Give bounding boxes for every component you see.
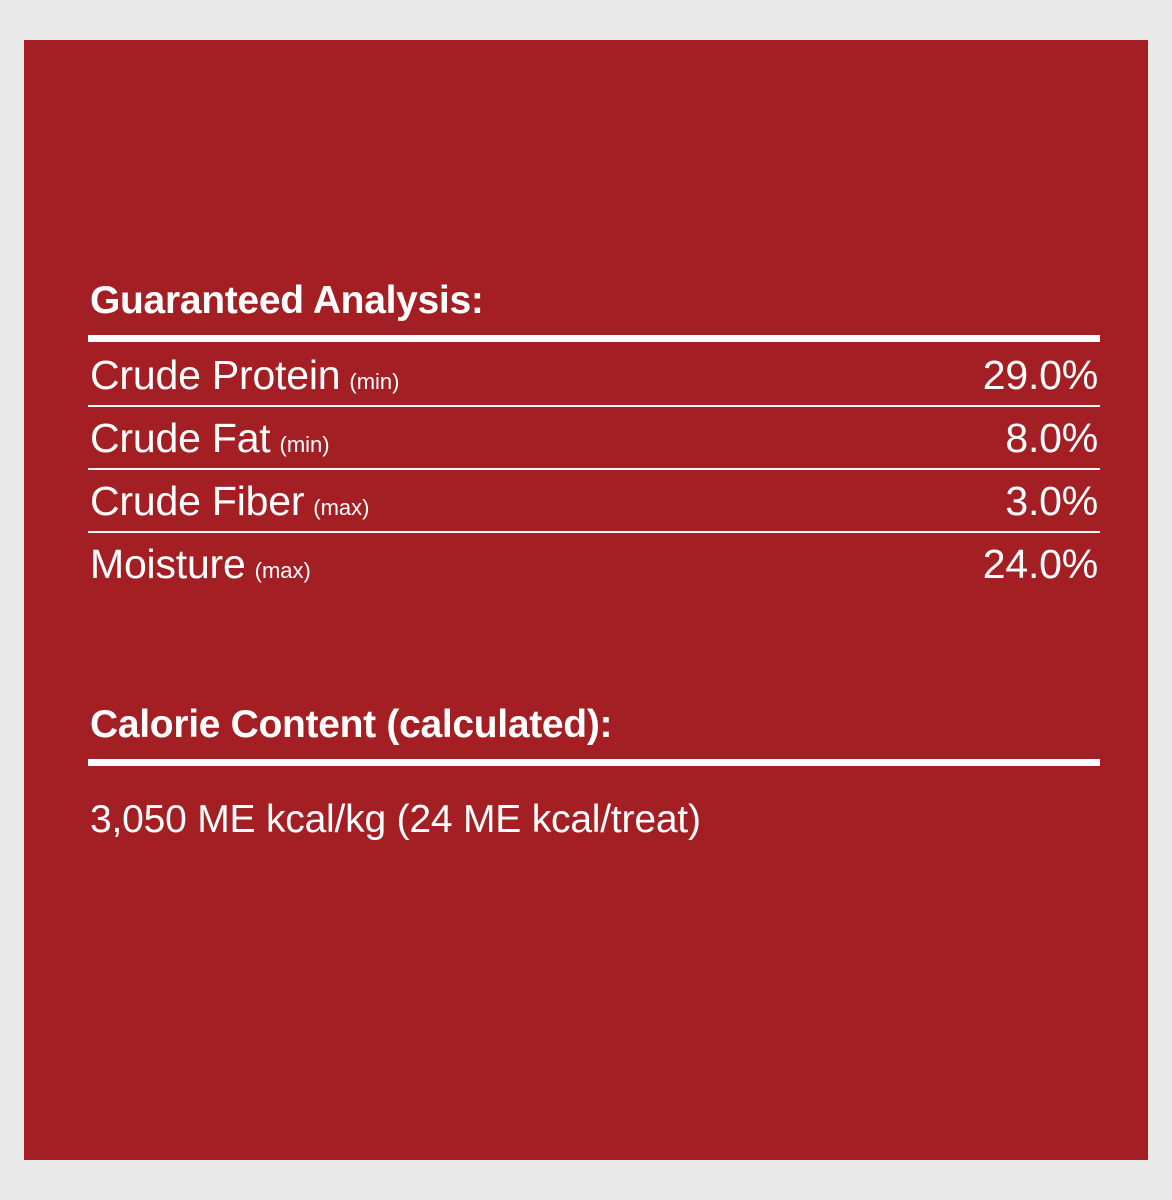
nutrient-value-crude-fiber: 3.0%: [1005, 477, 1098, 524]
nutrient-name: Moisture: [90, 540, 246, 587]
nutrient-qualifier: (min): [349, 368, 400, 394]
row-divider: [88, 468, 1100, 470]
panel-content: [88, 280, 1100, 842]
nutrient-value-crude-fat: 8.0%: [1005, 414, 1098, 461]
nutrient-qualifier: (max): [313, 494, 370, 520]
calorie-content-text: 3,050 ME kcal/kg (24 ME kcal/treat): [90, 797, 701, 841]
row-divider: [88, 531, 1100, 533]
nutrient-value-moisture: 24.0%: [982, 540, 1098, 587]
guaranteed-analysis-heading: Guaranteed Analysis:: [90, 279, 484, 322]
nutrient-name: Crude Fat: [90, 414, 271, 461]
nutrient-label-crude-fiber: [90, 478, 370, 525]
nutrient-name: Crude Protein: [90, 351, 341, 398]
heading-divider-thick: [88, 335, 1100, 342]
table-row: [88, 470, 1100, 531]
nutrient-qualifier: (max): [254, 557, 311, 583]
calorie-divider-thick: [88, 759, 1100, 766]
nutrient-qualifier: (min): [279, 431, 330, 457]
nutrient-name: Crude Fiber: [90, 477, 305, 524]
nutrient-label-crude-protein: [90, 352, 399, 399]
table-row: [88, 344, 1100, 405]
nutrient-label-moisture: [90, 541, 311, 588]
guaranteed-analysis-section: [88, 280, 1100, 594]
nutrition-panel: [24, 40, 1148, 1160]
nutrient-value-crude-protein: 29.0%: [982, 351, 1098, 398]
row-divider: [88, 405, 1100, 407]
calorie-content-heading: Calorie Content (calculated):: [90, 702, 613, 746]
table-row: [88, 533, 1100, 594]
nutrient-label-crude-fat: [90, 415, 330, 462]
calorie-content-section: [88, 704, 1100, 842]
table-row: [88, 407, 1100, 468]
